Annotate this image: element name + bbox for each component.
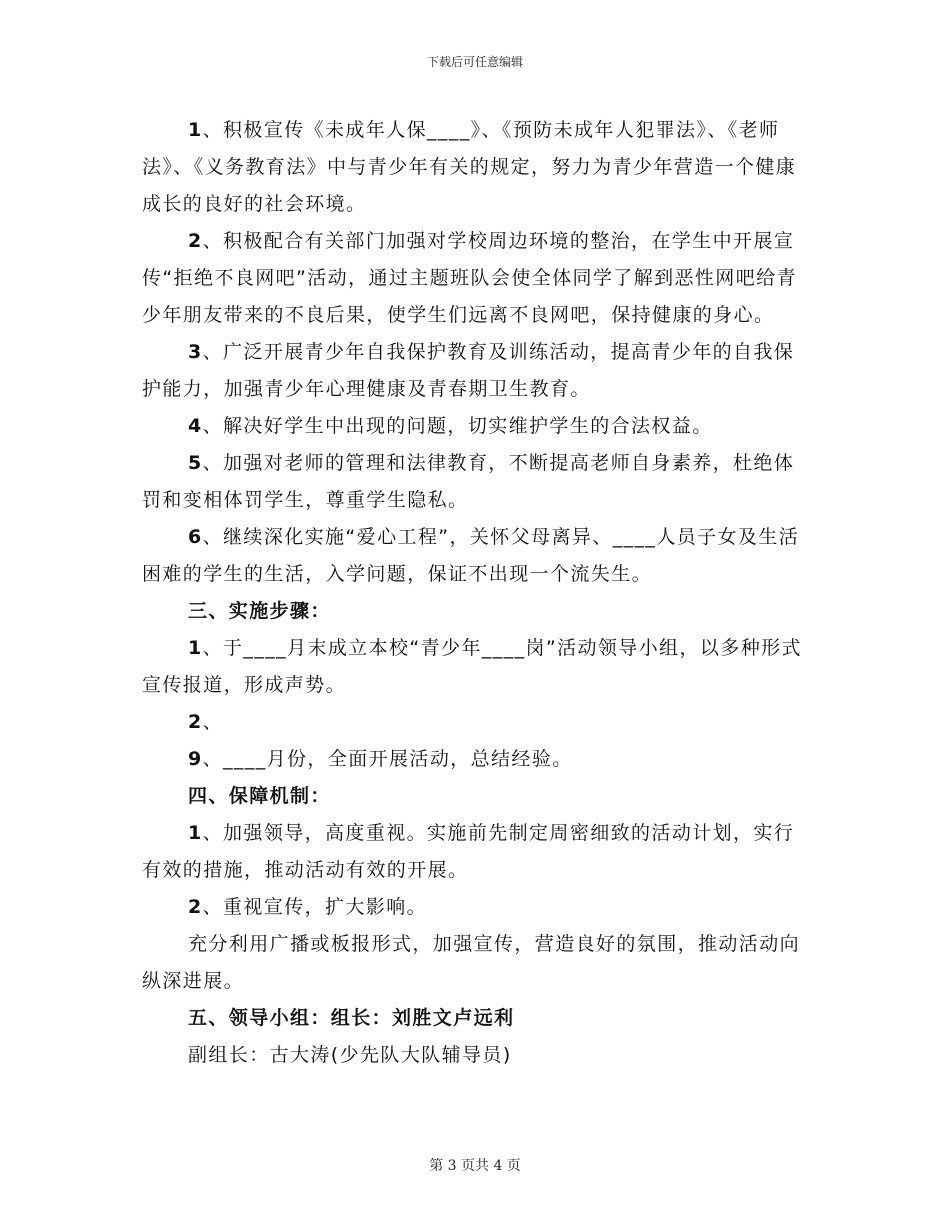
guarantee-item-1 <box>142 815 810 889</box>
item-number: 9 <box>188 748 203 770</box>
step-item-2 <box>142 704 810 741</box>
paragraph-2 <box>142 223 810 334</box>
item-number: 2 <box>188 711 203 733</box>
item-number: 4 <box>188 415 203 437</box>
step-text: 、____月份，全面开展活动，总结经验。 <box>202 748 573 770</box>
guarantee-text: 、加强领导，高度重视。实施前先制定周密细致的活动计划，实行有效的措施，推动活动有效的开展。 <box>142 822 795 881</box>
item-number: 2 <box>188 896 203 918</box>
step-text: 、于____月末成立本校“青少年____岗”活动领导小组，以多种形式宣传报道，形成声势。 <box>142 637 802 696</box>
guarantee-text: 、重视宣传，扩大影响。 <box>202 896 428 918</box>
paragraph-1 <box>142 112 810 223</box>
item-number: 2 <box>188 230 203 252</box>
step-item-9 <box>142 741 810 778</box>
section-heading-steps: 三、实施步骤： <box>188 600 331 622</box>
paragraph-text: 、积极配合有关部门加强对学校周边环境的整治，在学生中开展宣传“拒绝不良网吧”活动，通过主题班队会使全体同学了解到恶性网吧给青少年朋友带来的不良后果，使学生们远离不良网吧，保持健康的身心。 <box>142 230 797 326</box>
item-number: 3 <box>188 341 203 363</box>
paragraph-6 <box>142 519 810 593</box>
paragraph-text: 、解决好学生中出现的问题，切实维护学生的合法权益。 <box>202 415 713 437</box>
step-item-1 <box>142 630 810 704</box>
guarantee-extra: 充分利用广播或板报形式，加强宣传，营造良好的氛围，推动活动向纵深进展。 <box>142 933 801 992</box>
item-number: 1 <box>188 119 203 141</box>
paragraph-text: 、加强对老师的管理和法律教育，不断提高老师自身素养，杜绝体罚和变相体罚学生，尊重学生隐私。 <box>142 452 795 511</box>
section-heading-guarantee: 四、保障机制： <box>188 785 331 807</box>
step-text: 、 <box>202 711 224 733</box>
item-number: 1 <box>188 822 203 844</box>
item-number: 5 <box>188 452 203 474</box>
paragraph-4 <box>142 408 810 445</box>
item-number: 6 <box>188 526 203 548</box>
paragraph-3 <box>142 334 810 408</box>
page-header: 下载后可任意编辑 <box>426 55 523 69</box>
paragraph-5 <box>142 445 810 519</box>
deputy-leader: 副组长：古大涛(少先队大队辅导员) <box>188 1044 512 1066</box>
paragraph-text: 、继续深化实施“爱心工程”，关怀父母离异、____人员子女及生活困难的学生的生活，入学问题，保证不出现一个流失生。 <box>142 526 800 585</box>
document-body <box>142 112 810 1074</box>
item-number: 1 <box>188 637 203 659</box>
page-footer: 第 3 页共 4 页 <box>429 1158 521 1174</box>
section-heading-leadership: 五、领导小组：组长：刘胜文卢远利 <box>188 1007 515 1029</box>
guarantee-item-2 <box>142 889 810 926</box>
paragraph-text: 、广泛开展青少年自我保护教育及训练活动，提高青少年的自我保护能力，加强青少年心理健康及青春期卫生教育。 <box>142 341 795 400</box>
paragraph-text: 、积极宣传《未成年人保____》、《预防未成年人犯罪法》、《老师法》、《义务教育法》中与青少年有关的规定，努力为青少年营造一个健康成长的良好的社会环境。 <box>142 119 797 215</box>
